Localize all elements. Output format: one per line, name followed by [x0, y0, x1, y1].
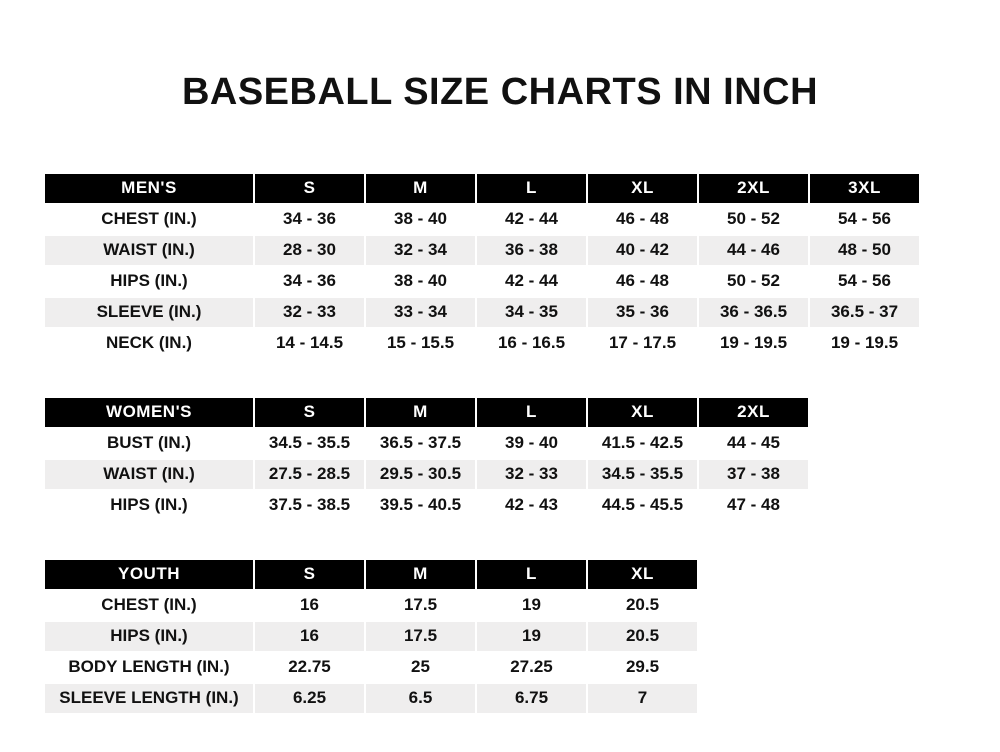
table-row: [44, 297, 920, 328]
table-row: [44, 266, 920, 297]
row-label: SLEEVE LENGTH (IN.): [44, 683, 254, 714]
cell-value: 19: [476, 621, 587, 652]
table-row: [44, 490, 809, 521]
youth-header-s: S: [254, 559, 365, 590]
womens-header-label: WOMEN'S: [44, 397, 254, 428]
row-label: SLEEVE (IN.): [44, 297, 254, 328]
cell-value: 37.5 - 38.5: [254, 490, 365, 521]
table-row: [44, 328, 920, 359]
youth-header-xl: XL: [587, 559, 698, 590]
table-row: [44, 590, 698, 621]
cell-value: 28 - 30: [254, 235, 365, 266]
row-label: CHEST (IN.): [44, 590, 254, 621]
womens-header-2xl: 2XL: [698, 397, 809, 428]
cell-value: 20.5: [587, 590, 698, 621]
cell-value: 17.5: [365, 621, 476, 652]
mens-header-3xl: 3XL: [809, 173, 920, 204]
cell-value: 36.5 - 37: [809, 297, 920, 328]
cell-value: 32 - 34: [365, 235, 476, 266]
cell-value: 29.5 - 30.5: [365, 459, 476, 490]
cell-value: 14 - 14.5: [254, 328, 365, 359]
womens-header-xl: XL: [587, 397, 698, 428]
cell-value: 7: [587, 683, 698, 714]
table-row: [44, 235, 920, 266]
cell-value: 47 - 48: [698, 490, 809, 521]
size-tables-container: [0, 172, 1000, 715]
cell-value: 39.5 - 40.5: [365, 490, 476, 521]
cell-value: 27.5 - 28.5: [254, 459, 365, 490]
mens-size-table: [43, 172, 921, 360]
cell-value: 32 - 33: [254, 297, 365, 328]
row-label: HIPS (IN.): [44, 266, 254, 297]
table-row: [44, 428, 809, 459]
table-header-row: [44, 173, 920, 204]
youth-table-header: [44, 559, 698, 590]
cell-value: 35 - 36: [587, 297, 698, 328]
mens-header-s: S: [254, 173, 365, 204]
mens-header-label: MEN'S: [44, 173, 254, 204]
table-row: [44, 204, 920, 235]
cell-value: 50 - 52: [698, 266, 809, 297]
cell-value: 40 - 42: [587, 235, 698, 266]
womens-table-body: [44, 428, 809, 521]
mens-header-l: L: [476, 173, 587, 204]
cell-value: 50 - 52: [698, 204, 809, 235]
mens-header-m: M: [365, 173, 476, 204]
row-label: BUST (IN.): [44, 428, 254, 459]
youth-header-l: L: [476, 559, 587, 590]
cell-value: 54 - 56: [809, 204, 920, 235]
cell-value: 16: [254, 590, 365, 621]
cell-value: 46 - 48: [587, 266, 698, 297]
cell-value: 44.5 - 45.5: [587, 490, 698, 521]
cell-value: 19 - 19.5: [698, 328, 809, 359]
cell-value: 42 - 44: [476, 266, 587, 297]
cell-value: 16 - 16.5: [476, 328, 587, 359]
row-label: HIPS (IN.): [44, 621, 254, 652]
table-header-row: [44, 559, 698, 590]
table-row: [44, 621, 698, 652]
row-label: WAIST (IN.): [44, 235, 254, 266]
cell-value: 46 - 48: [587, 204, 698, 235]
row-label: CHEST (IN.): [44, 204, 254, 235]
cell-value: 33 - 34: [365, 297, 476, 328]
row-label: NECK (IN.): [44, 328, 254, 359]
page-title: BASEBALL SIZE CHARTS IN INCH: [181, 71, 819, 113]
cell-value: 29.5: [587, 652, 698, 683]
mens-table-header: [44, 173, 920, 204]
cell-value: 48 - 50: [809, 235, 920, 266]
table-header-row: [44, 397, 809, 428]
cell-value: 34 - 36: [254, 266, 365, 297]
youth-header-m: M: [365, 559, 476, 590]
womens-header-s: S: [254, 397, 365, 428]
cell-value: 36.5 - 37.5: [365, 428, 476, 459]
youth-table-body: [44, 590, 698, 714]
cell-value: 42 - 43: [476, 490, 587, 521]
cell-value: 19: [476, 590, 587, 621]
cell-value: 15 - 15.5: [365, 328, 476, 359]
mens-header-xl: XL: [587, 173, 698, 204]
cell-value: 39 - 40: [476, 428, 587, 459]
cell-value: 36 - 36.5: [698, 297, 809, 328]
womens-table-header: [44, 397, 809, 428]
cell-value: 6.25: [254, 683, 365, 714]
table-row: [44, 683, 698, 714]
cell-value: 42 - 44: [476, 204, 587, 235]
row-label: WAIST (IN.): [44, 459, 254, 490]
cell-value: 17 - 17.5: [587, 328, 698, 359]
cell-value: 6.75: [476, 683, 587, 714]
cell-value: 34.5 - 35.5: [254, 428, 365, 459]
cell-value: 6.5: [365, 683, 476, 714]
youth-header-label: YOUTH: [44, 559, 254, 590]
cell-value: 19 - 19.5: [809, 328, 920, 359]
cell-value: 34 - 35: [476, 297, 587, 328]
table-row: [44, 459, 809, 490]
cell-value: 27.25: [476, 652, 587, 683]
womens-size-table: [43, 396, 810, 522]
cell-value: 37 - 38: [698, 459, 809, 490]
cell-value: 38 - 40: [365, 266, 476, 297]
cell-value: 54 - 56: [809, 266, 920, 297]
cell-value: 41.5 - 42.5: [587, 428, 698, 459]
womens-header-l: L: [476, 397, 587, 428]
cell-value: 20.5: [587, 621, 698, 652]
cell-value: 17.5: [365, 590, 476, 621]
womens-header-m: M: [365, 397, 476, 428]
row-label: BODY LENGTH (IN.): [44, 652, 254, 683]
cell-value: 44 - 45: [698, 428, 809, 459]
cell-value: 34.5 - 35.5: [587, 459, 698, 490]
table-row: [44, 652, 698, 683]
cell-value: 32 - 33: [476, 459, 587, 490]
mens-table-body: [44, 204, 920, 359]
cell-value: 34 - 36: [254, 204, 365, 235]
row-label: HIPS (IN.): [44, 490, 254, 521]
cell-value: 22.75: [254, 652, 365, 683]
mens-header-2xl: 2XL: [698, 173, 809, 204]
youth-size-table: [43, 558, 699, 715]
cell-value: 36 - 38: [476, 235, 587, 266]
cell-value: 25: [365, 652, 476, 683]
cell-value: 16: [254, 621, 365, 652]
cell-value: 38 - 40: [365, 204, 476, 235]
cell-value: 44 - 46: [698, 235, 809, 266]
